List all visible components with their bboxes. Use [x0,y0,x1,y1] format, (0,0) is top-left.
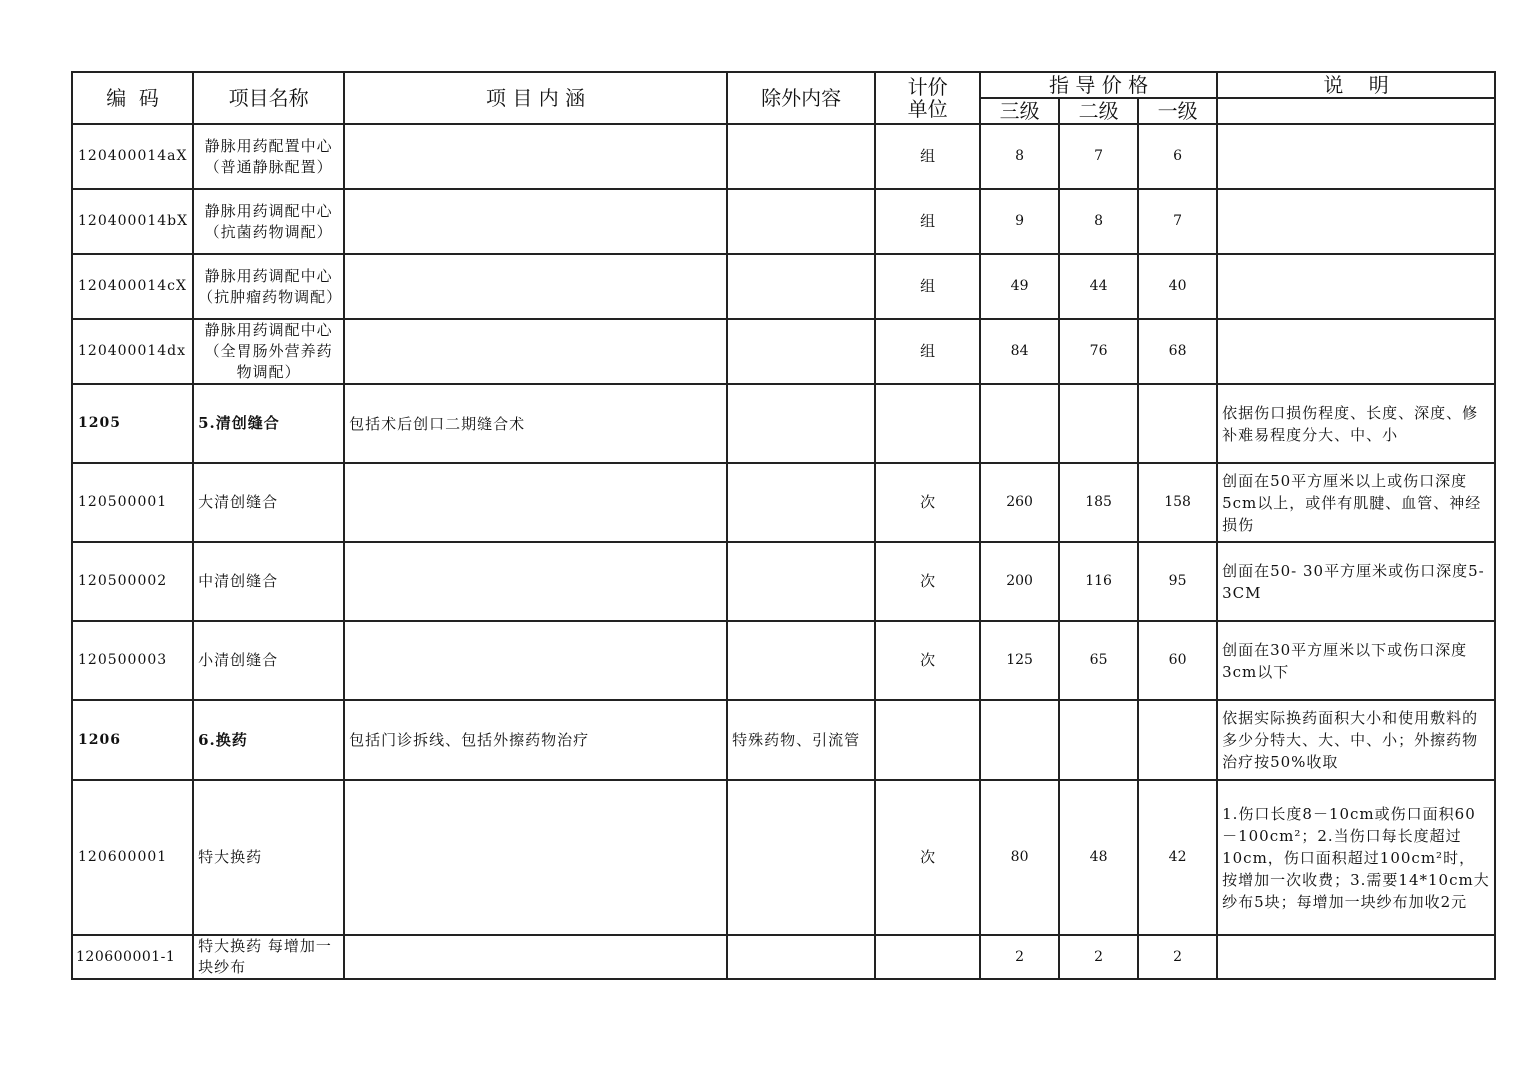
item-code: 120400014bX [72,189,193,254]
header-grade2: 二级 [1059,98,1138,124]
item-code: 120500002 [72,542,193,621]
table-row [72,189,1495,254]
header-grade1: 一级 [1138,98,1217,124]
item-unit: 组 [875,124,980,189]
item-code: 120400014cX [72,254,193,319]
price-grade3: 80 [980,780,1059,935]
table-row [72,542,1495,621]
item-notes: 依据实际换药面积大小和使用敷料的 多少分特大、大、中、小；外擦药物 治疗按50%收取 [1217,700,1495,780]
item-content [344,319,727,384]
item-exclusions [727,254,875,319]
price-grade1: 42 [1138,780,1217,935]
item-notes: 创面在50- 30平方厘米或伤口深度5-3CM [1217,542,1495,621]
header-code: 编 码 [72,72,193,124]
item-code: 120500001 [72,463,193,542]
item-content: 包括术后创口二期缝合术 [344,384,727,463]
item-unit: 组 [875,319,980,384]
item-notes [1217,124,1495,189]
item-code: 120600001 [72,780,193,935]
item-exclusions [727,319,875,384]
item-unit: 次 [875,463,980,542]
item-unit: 次 [875,542,980,621]
item-content [344,254,727,319]
price-grade3: 125 [980,621,1059,700]
item-exclusions [727,935,875,979]
item-exclusions [727,124,875,189]
item-code: 1206 [72,700,193,780]
price-grade2 [1059,384,1138,463]
item-exclusions [727,463,875,542]
item-unit: 次 [875,621,980,700]
price-grade2: 185 [1059,463,1138,542]
item-unit: 组 [875,254,980,319]
item-content [344,780,727,935]
table-row [72,780,1495,935]
item-notes: 创面在50平方厘米以上或伤口深度5cm以上，或伴有肌腱、血管、神经损伤 [1217,463,1495,542]
price-table [71,71,1496,980]
item-notes [1217,189,1495,254]
price-grade1: 60 [1138,621,1217,700]
table-row [72,700,1495,780]
item-exclusions: 特殊药物、引流管 [727,700,875,780]
price-grade3: 200 [980,542,1059,621]
item-content [344,463,727,542]
table-row [72,384,1495,463]
item-notes [1217,935,1495,979]
price-grade1: 158 [1138,463,1217,542]
price-grade2: 44 [1059,254,1138,319]
price-grade2: 48 [1059,780,1138,935]
item-content [344,621,727,700]
table-row [72,254,1495,319]
price-grade1 [1138,700,1217,780]
price-grade1: 95 [1138,542,1217,621]
item-unit [875,384,980,463]
price-grade2: 8 [1059,189,1138,254]
item-content [344,542,727,621]
item-name: 静脉用药调配中心（全胃肠外营养药物调配） [193,319,344,384]
item-exclusions [727,542,875,621]
price-grade3: 260 [980,463,1059,542]
price-grade1: 68 [1138,319,1217,384]
item-notes: 创面在30平方厘米以下或伤口深度3cm以下 [1217,621,1495,700]
header-notes: 说 明 [1217,72,1495,98]
item-name: 特大换药 [193,780,344,935]
item-code: 120400014dx [72,319,193,384]
price-grade3: 2 [980,935,1059,979]
price-grade1: 6 [1138,124,1217,189]
item-name: 5.清创缝合 [193,384,344,463]
item-name: 6.换药 [193,700,344,780]
price-grade2: 76 [1059,319,1138,384]
price-grade3 [980,700,1059,780]
price-grade1: 40 [1138,254,1217,319]
item-content [344,935,727,979]
price-grade3: 9 [980,189,1059,254]
header-exclusions: 除外内容 [727,72,875,124]
item-code: 120500003 [72,621,193,700]
price-grade1: 2 [1138,935,1217,979]
header-guide-price: 指 导 价 格 [980,72,1217,98]
price-grade2: 7 [1059,124,1138,189]
price-grade3: 84 [980,319,1059,384]
item-code: 120600001-1 [72,935,193,979]
item-content [344,124,727,189]
item-code: 120400014aX [72,124,193,189]
item-name: 大清创缝合 [193,463,344,542]
header-notes-sub [1217,98,1495,124]
table-row [72,621,1495,700]
item-content [344,189,727,254]
price-grade3: 49 [980,254,1059,319]
table-row [72,935,1495,979]
table-row [72,463,1495,542]
item-unit: 次 [875,780,980,935]
item-exclusions [727,621,875,700]
table-row [72,319,1495,384]
item-name: 静脉用药调配中心（抗肿瘤药物调配） [193,254,344,319]
price-grade1 [1138,384,1217,463]
price-grade3 [980,384,1059,463]
price-grade2: 2 [1059,935,1138,979]
item-code: 1205 [72,384,193,463]
item-unit [875,935,980,979]
price-grade2: 116 [1059,542,1138,621]
item-exclusions [727,384,875,463]
item-content: 包括门诊拆线、包括外擦药物治疗 [344,700,727,780]
header-name: 项目名称 [193,72,344,124]
header-content: 项 目 内 涵 [344,72,727,124]
price-grade2 [1059,700,1138,780]
item-name: 特大换药 每增加一块纱布 [193,935,344,979]
item-name: 静脉用药调配中心（抗菌药物调配） [193,189,344,254]
item-unit: 组 [875,189,980,254]
price-grade1: 7 [1138,189,1217,254]
header-unit: 计价单位 [875,72,980,124]
item-notes [1217,319,1495,384]
item-exclusions [727,780,875,935]
item-name: 静脉用药配置中心（普通静脉配置） [193,124,344,189]
item-notes [1217,254,1495,319]
item-notes: 1.伤口长度8－10cm或伤口面积60－100cm²；2.当伤口每长度超过10cm，伤口面积超过100cm²时，按增加一次收费；3.需要14*10cm大纱布5块；每增加一块纱布加收2元 [1217,780,1495,935]
header-grade3: 三级 [980,98,1059,124]
price-grade3: 8 [980,124,1059,189]
item-name: 中清创缝合 [193,542,344,621]
item-notes: 依据伤口损伤程度、长度、深度、修补难易程度分大、中、小 [1217,384,1495,463]
item-exclusions [727,189,875,254]
item-name: 小清创缝合 [193,621,344,700]
table-row [72,124,1495,189]
price-grade2: 65 [1059,621,1138,700]
item-unit [875,700,980,780]
